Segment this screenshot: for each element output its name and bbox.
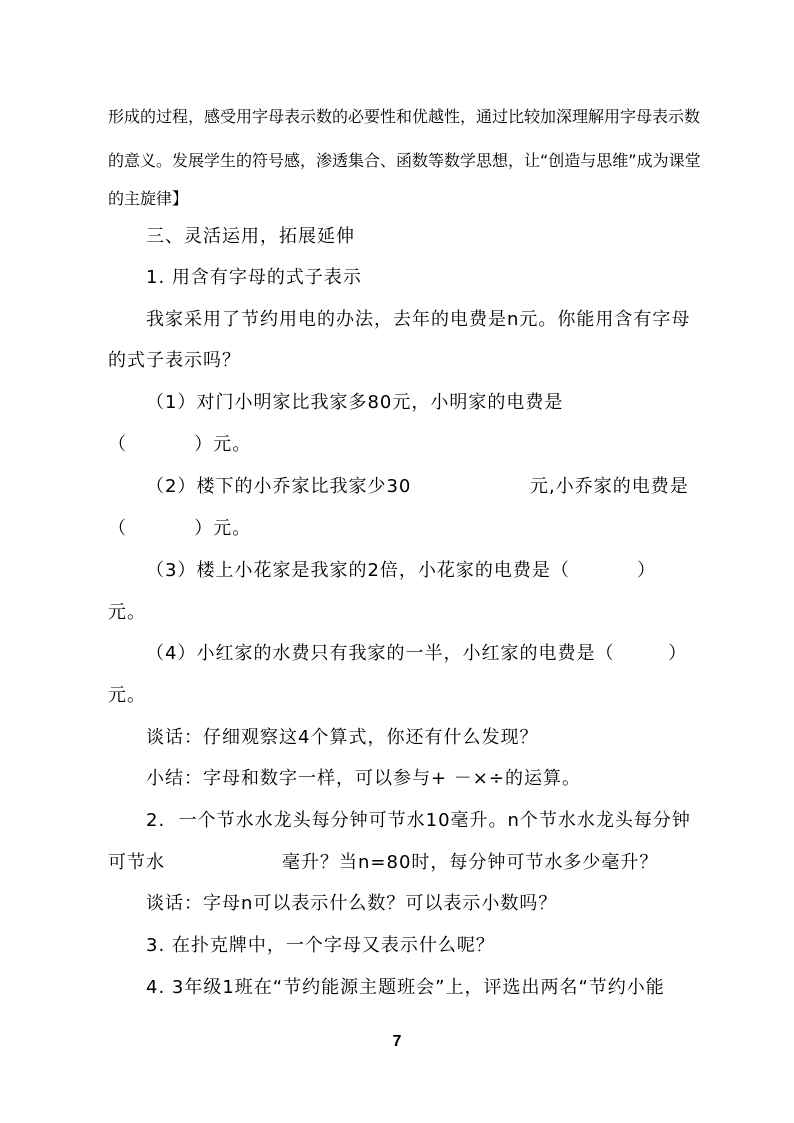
question-2-line-2: （ ）元。 <box>108 518 252 539</box>
item1-text-line-1: 我家采用了节约用电的办法，去年的电费是n元。你能用含有字母 <box>146 309 691 330</box>
talk-1: 谈话：仔细观察这4个算式，你还有什么发现？ <box>146 727 539 748</box>
question-1-line-1: （1）对门小明家比我家多80元，小明家的电费是 <box>146 392 564 413</box>
item2-line-2-part-2: 毫升？当n=80时，每分钟可节水多少毫升？ <box>282 852 659 873</box>
intro-line-3: 的主旋律】 <box>108 189 189 208</box>
intro-line-1: 形成的过程，感受用字母表示数的必要性和优越性，通过比较加深理解用字母表示数 <box>108 107 701 126</box>
item2-line-2-part-1: 可节水 <box>108 852 165 873</box>
talk-2: 谈话：字母n可以表示什么数？可以表示小数吗？ <box>146 893 558 914</box>
question-2-part-2: 元,小乔家的电费是 <box>530 476 689 497</box>
item4: 4. 3年级1班在“节约能源主题班会”上，评选出两名“节约小能 <box>146 977 665 998</box>
item3: 3. 在扑克牌中，一个字母又表示什么呢？ <box>146 935 495 956</box>
page-number: 7 <box>392 1033 402 1050</box>
question-4-line-2: 元。 <box>108 685 146 706</box>
question-4-line-1: （4）小红家的水费只有我家的一半，小红家的电费是（ ） <box>146 643 688 664</box>
item2-line-1: 2. 一个节水水龙头每分钟可节水10毫升。n个节水水龙头每分钟 <box>146 810 691 831</box>
summary: 小结：字母和数字一样，可以参与+ －×÷的运算。 <box>146 768 581 789</box>
question-1-line-2: （ ）元。 <box>108 434 252 455</box>
item1-heading: 1. 用含有字母的式子表示 <box>146 267 362 288</box>
intro-line-2: 的意义。发展学生的符号感，渗透集合、函数等数学思想，让“创造与思维”成为课堂 <box>108 151 701 170</box>
section-title: 三、灵活运用，拓展延伸 <box>146 226 355 247</box>
question-3-line-1: （3）楼上小花家是我家的2倍，小花家的电费是（ ） <box>146 560 657 581</box>
item1-text-line-2: 的式子表示吗？ <box>108 350 241 371</box>
question-3-line-2: 元。 <box>108 602 146 623</box>
question-2-part-1: （2）楼下的小乔家比我家少30 <box>146 476 412 497</box>
